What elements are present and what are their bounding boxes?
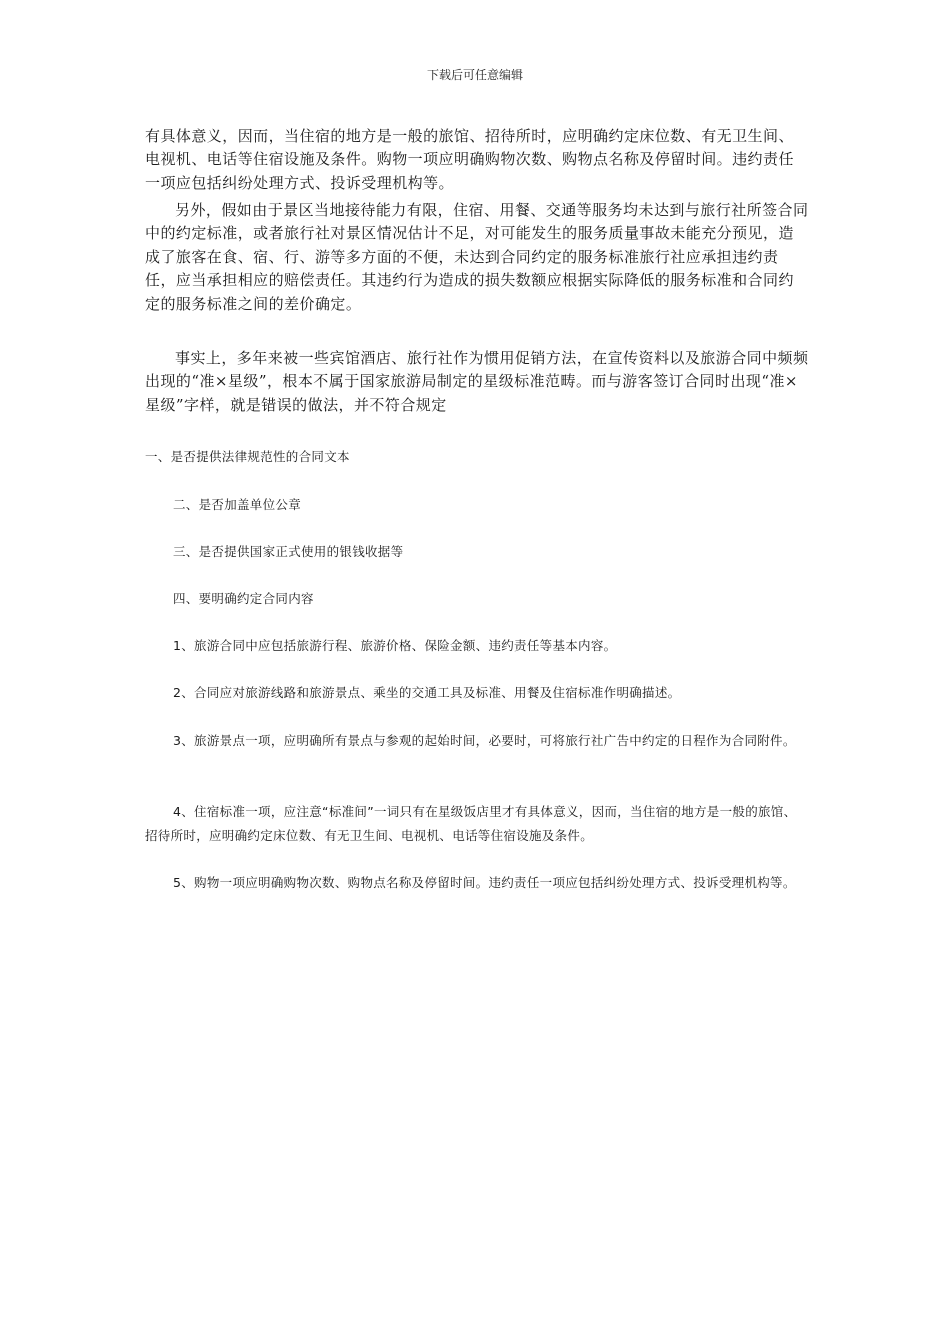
list-item-block-1: [145, 634, 809, 658]
checklist-heading-2: [145, 493, 809, 517]
page-header: 下载后可任意编辑: [426, 68, 523, 82]
checklist-heading-3: [145, 540, 809, 564]
list-item-block-3: [145, 729, 809, 753]
paragraph-continued: [145, 125, 809, 195]
list-item-1: 1、旅游合同中应包括旅游行程、旅游价格、保险金额、违约责任等基本内容。: [173, 638, 617, 653]
list-heading-1: 一、是否提供法律规范性的合同文本: [145, 449, 350, 464]
list-item-block-2: [145, 681, 809, 705]
paragraph-block-3: [145, 347, 809, 417]
list-heading-3: 三、是否提供国家正式使用的银钱收据等: [173, 544, 404, 559]
list-heading-4: 四、要明确约定合同内容: [173, 591, 314, 606]
paragraph-2: 另外，假如由于景区当地接待能力有限，住宿、用餐、交通等服务均未达到与旅行社所签合同中的约定标准，或者旅行社对景区情况估计不足，对可能发生的服务质量事故未能充分预见，造成了旅客在食、宿、行、游等多方面的不便，未达到合同约定的服务标准旅行社应承担违约责任，应当承担相应的赔偿责任。其违约行为造成的损失数额应根据实际降低的服务标准和合同约定的服务标准之间的差价确定。: [145, 201, 809, 313]
list-heading-2: 二、是否加盖单位公章: [173, 497, 302, 512]
list-item-3: 3、旅游景点一项，应明确所有景点与参观的起始时间，必要时，可将旅行社广告中约定的日程作为合同附件。: [173, 733, 796, 748]
checklist-heading-4: [145, 587, 809, 611]
paragraph-1: 有具体意义，因而，当住宿的地方是一般的旅馆、招待所时，应明确约定床位数、有无卫生间、电视机、电话等住宿设施及条件。购物一项应明确购物次数、购物点名称及停留时间。违约责任一项应包括纠纷处理方式、投诉受理机构等。: [145, 127, 794, 192]
list-item-5: 5、购物一项应明确购物次数、购物点名称及停留时间。违约责任一项应包括纠纷处理方式、投诉受理机构等。: [173, 875, 796, 890]
list-item-4: 4、住宿标准一项，应注意“标准间”一词只有在星级饭店里才有具体意义，因而，当住宿的地方是一般的旅馆、招待所时，应明确约定床位数、有无卫生间、电视机、电话等住宿设施及条件。: [145, 804, 797, 843]
checklist-heading-1: [145, 445, 809, 469]
paragraph-3: 事实上，多年来被一些宾馆酒店、旅行社作为惯用促销方法，在宣传资料以及旅游合同中频频出现的“准×星级”，根本不属于国家旅游局制定的星级标准范畴。而与游客签订合同时出现“准×星级”字样，就是错误的做法，并不符合规定: [145, 349, 809, 414]
list-item-block-5: [145, 871, 809, 895]
paragraph-block-2: [145, 199, 809, 316]
list-item-block-4: [145, 800, 809, 847]
list-item-2: 2、合同应对旅游线路和旅游景点、乘坐的交通工具及标准、用餐及住宿标准作明确描述。: [173, 685, 681, 700]
